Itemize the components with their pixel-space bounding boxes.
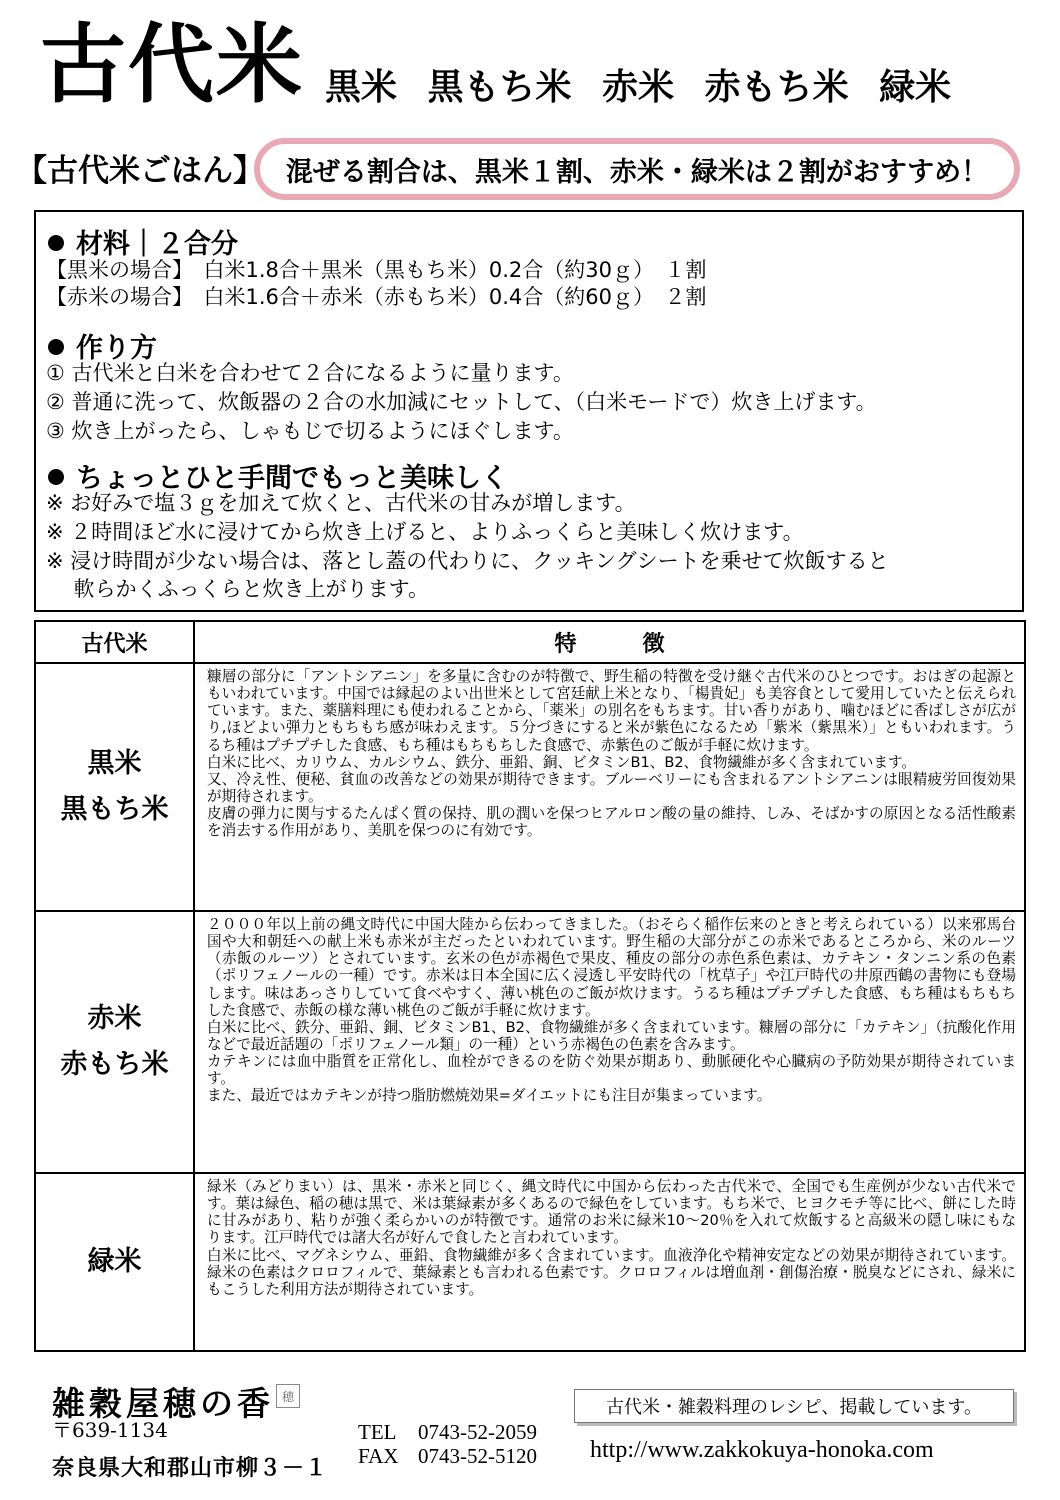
feature-paragraph: カテキンには血中脂質を正常化し、血栓ができるのを防ぐ効果が期あり、動脈硬化や心臓病の予防効果が期待されています。 — [207, 1053, 1016, 1088]
fax-number: 0743-52-5120 — [418, 1444, 537, 1468]
rice-name: 黒もち米 — [60, 794, 169, 825]
rice-name: 赤米 — [87, 1003, 142, 1035]
shop-address: 奈良県大和郡山市柳３－１ — [52, 1455, 329, 1481]
ingredient-line: 【赤米の場合】 白米1.6合＋赤米（赤もち米）0.4合（約60ｇ） ２割 — [46, 285, 707, 309]
rice-name: 黒米 — [87, 748, 142, 780]
column-header-name: 古代米 — [35, 621, 194, 663]
tips-heading: ちょっとひと手間でもっと美味しく — [48, 456, 508, 495]
rice-name: 緑米 — [87, 1246, 142, 1278]
mix-ratio-text: 混ぜる割合は、黒米１割、赤米・緑米は２割がおすすめ！ — [285, 156, 989, 188]
website-url[interactable]: http://www.zakkokuya-honoka.com — [590, 1437, 934, 1463]
table-header-row — [35, 621, 1025, 663]
recipe-box — [34, 210, 1024, 612]
postal-code: 〒639-1134 — [52, 1418, 168, 1442]
contact-block — [358, 1420, 537, 1468]
feature-paragraph: 皮膚の弾力に関与するたんぱく質の保持、肌の潤いを保つヒアルロン酸の量の維持、しみ、そばかすの原因となる活性酸素を消去する作用があり、美肌を保つのに有効です。 — [207, 805, 1016, 840]
feature-paragraph: ２０００年以上前の縄文時代に中国大陸から伝わってきました。（おそらく稲作伝来のときと考えられている）以来邪馬台国や大和朝廷への献上米も赤米が主だったといわれています。野生稲の大部分がこの赤米であるところから、米のルーツ（赤飯のルーツ）とされています。玄米の色が赤褐色で果皮、種皮の部分の赤色系色素は、カテキン・タンニン系の色素（ポリフェノールの一種）です。赤米は日本全国に広く浸透し平安時代の「枕草子」や江戸時代の井原西鶴の書物にも登場します。味はあっさりしていて食べやすく、薄い桃色のご飯が炊けます。うるち種はプチプチした食感、もち種はもちもちした食感で、赤飯の様な薄い桃色のご飯が手軽に炊けます。 — [207, 916, 1016, 1019]
rice-name-cell — [35, 911, 194, 1173]
feature-paragraph: また、最近ではカテキンが持つ脂肪燃焼効果=ダイエットにも注目が集まっています。 — [207, 1087, 772, 1105]
table-row — [35, 911, 1025, 1173]
section-label: 【古代米ごはん】 — [16, 153, 264, 189]
tel-line — [358, 1420, 537, 1444]
feature-cell — [194, 911, 1025, 1173]
shop-brand: 雑穀屋穂の香 — [52, 1384, 274, 1423]
feature-paragraph: 糠層の部分に「アントシアニン」を多量に含むのが特徴で、野生稲の特徴を受け継ぐ古代米のひとつです。おはぎの起源ともいわれています。中国では縁起のよい出世米として宮廷献上米となり、「楊貴妃」も美容食として愛用していたと伝えられています。また、薬膳料理にも使われることから、「薬米」の別名をもちます。甘い香りがあり、噛むほどに香ばしさが広がり,ほどよい弾力ともちもち感が味わえます。５分づきにすると米が紫色になるため「紫米（紫黒米）」ともいわれます。うるち種はプチプチした食感、もち種はもちもちした食感で、赤紫色のご飯が手軽に炊けます。 — [207, 668, 1016, 754]
tel-label: TEL — [358, 1420, 397, 1444]
tip-line: 軟らかくふっくらと炊き上がります。 — [46, 577, 429, 601]
feature-cell — [194, 1173, 1025, 1351]
tip-line: ※ 浸け時間が少ない場合は、落とし蓋の代わりに、クッキングシートを乗せて炊飯すると — [46, 549, 889, 573]
rice-name: 赤もち米 — [60, 1049, 169, 1080]
shop-address-block — [52, 1414, 328, 1482]
tel-number: 0743-52-2059 — [418, 1420, 537, 1444]
rice-varieties-subtitle: 黒米 黒もち米 赤米 赤もち米 緑米 — [325, 67, 952, 108]
recipe-promo-box: 古代米・雑穀料理のレシピ、掲載しています。 — [574, 1389, 1014, 1423]
tip-line: ※ お好みで塩３ｇを加えて炊くと、古代米の甘みが増します。 — [46, 491, 636, 515]
feature-cell — [194, 663, 1025, 911]
feature-paragraph: 白米に比べ、鉄分、亜鉛、銅、ビタミンB1、B2、食物繊維が多く含まれています。糠層の部分に「カテキン」（抗酸化作用などで最近話題の「ポリフェノール類」の一種）という赤褐色の色素を含みます。 — [207, 1018, 1016, 1053]
ingredient-line: 【黒米の場合】 白米1.8合＋黒米（黒もち米）0.2合（約30ｇ） １割 — [46, 258, 707, 282]
ingredients-heading: 材料｜２合分 — [48, 222, 238, 261]
method-heading: 作り方 — [48, 326, 157, 365]
page-title: 古代米 — [40, 15, 304, 115]
rice-name-cell — [35, 663, 194, 911]
method-step: ① 古代米と白米を合わせて２合になるように量ります。 — [46, 361, 574, 385]
table-row — [35, 1173, 1025, 1351]
features-table — [34, 620, 1026, 1352]
fax-line — [358, 1444, 537, 1468]
feature-paragraph: 白米に比べ、マグネシウム、亜鉛、食物繊維が多く含まれています。血液浄化や精神安定などの効果が期待されています。緑米の色素はクロロフィルで、葉緑素とも言われる色素です。クロロフィルは増血剤・創傷治療・脱臭などにされ、緑米にもこうした利用方法が期待されています。 — [207, 1246, 1016, 1298]
column-header-feature: 特 徴 — [194, 621, 1025, 663]
method-step: ② 普通に洗って、炊飯器の２合の水加減にセットして、（白米モードで）炊き上げます。 — [46, 390, 877, 414]
bullet-icon — [48, 235, 64, 251]
rice-name-cell — [35, 1173, 194, 1351]
feature-paragraph: 緑米（みどりまい）は、黒米・赤米と同じく、縄文時代に中国から伝わった古代米で、全国でも生産例が少ない古代米です。葉は緑色、稲の穂は黒で、米は葉緑素が多くあるので緑色をしています。もち米で、ヒヨクモチ等に比べ、餅にした時に甘みがあり、粘りが強く柔らかいのが特徴です。通常のお米に緑米10～20％を入れて炊飯すると高級米の隠し味にもなります。江戸時代では諸大名が好んで食したと言われています。 — [207, 1178, 1016, 1247]
mix-ratio-banner — [254, 138, 1020, 200]
seal-icon: 穂 — [276, 1384, 300, 1408]
table-row — [35, 663, 1025, 911]
fax-label: FAX — [358, 1444, 399, 1468]
bullet-icon — [48, 339, 64, 355]
method-step: ③ 炊き上がったら、しゃもじで切るようにほぐします。 — [46, 419, 574, 443]
bullet-icon — [48, 469, 64, 485]
tip-line: ※ ２時間ほど水に浸けてから炊き上げると、よりふっくらと美味しく炊けます。 — [46, 520, 804, 544]
feature-paragraph: 白米に比べ、カリウム、カルシウム、鉄分、亜鉛、銅、ビタミンB1、B2、食物繊維が多く含まれています。 — [207, 753, 916, 771]
feature-paragraph: 又、冷え性、便秘、貧血の改善などの効果が期待できます。ブルーベリーにも含まれるアントシアニンは眼精疲労回復効果が期待されます。 — [207, 770, 1016, 805]
